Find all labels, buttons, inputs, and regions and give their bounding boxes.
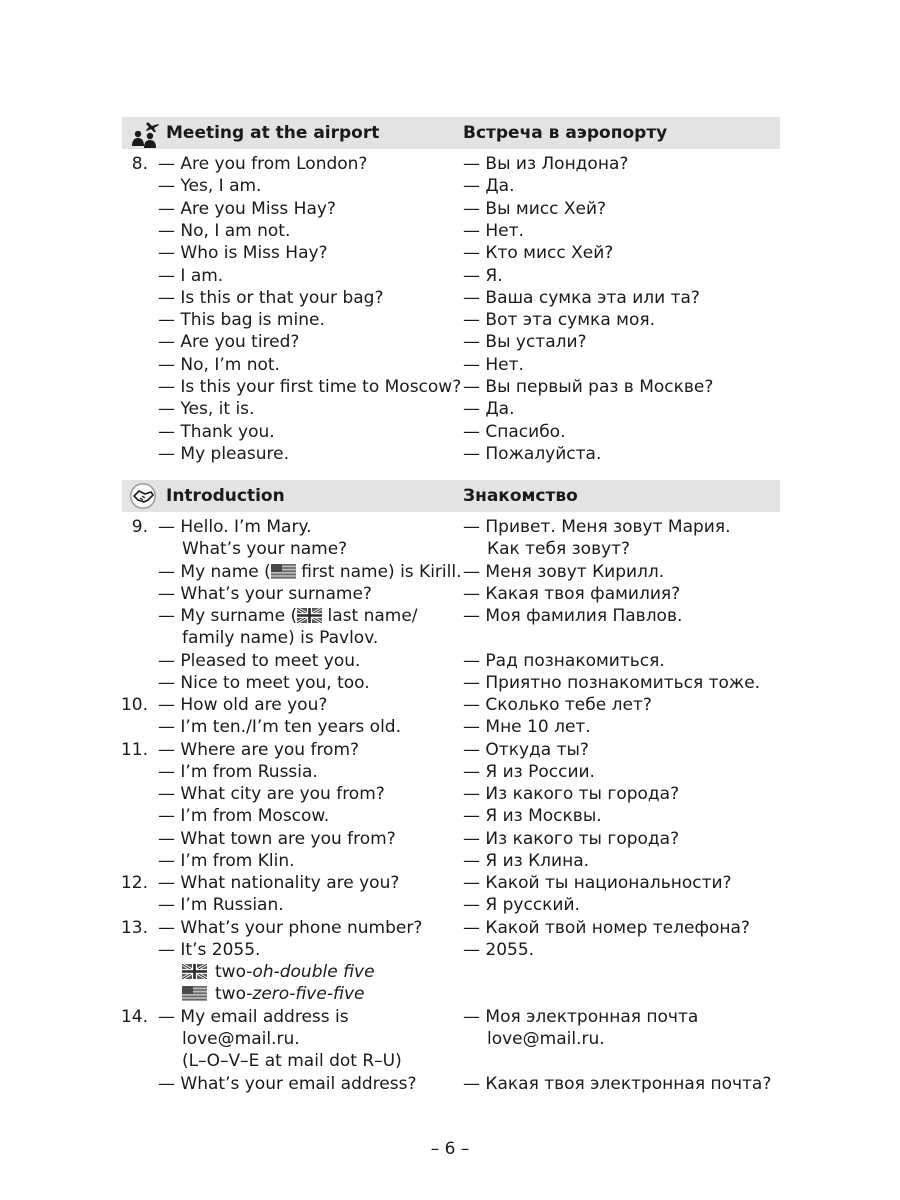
line-number: 12. <box>120 873 148 893</box>
dialogue-line <box>0 1028 900 1050</box>
english-text: — Where are you from? <box>158 740 360 760</box>
english-text: — What town are you from? <box>158 829 396 849</box>
line-number: 13. <box>120 918 148 938</box>
english-text: — I’m from Russia. <box>158 762 318 782</box>
russian-text: — Нет. <box>463 355 524 375</box>
russian-text: — Я русский. <box>463 895 580 915</box>
text-part-italic: zero-five-five <box>252 984 365 1004</box>
dialogue-line <box>0 650 900 672</box>
dialogue-line <box>0 605 900 627</box>
airport-people-icon <box>128 119 164 149</box>
dialogue-line <box>0 242 900 264</box>
english-text: — Who is Miss Hay? <box>158 243 328 263</box>
english-text: — Is this or that your bag? <box>158 288 384 308</box>
english-text: — My pleasure. <box>158 444 290 464</box>
uk-flag-icon <box>297 608 322 623</box>
dialogue-line <box>0 761 900 783</box>
dialogue-line <box>0 1073 900 1095</box>
dialogue-line <box>0 739 900 761</box>
dialogue-line <box>0 538 900 560</box>
dialogue-line <box>0 354 900 376</box>
dialogue-line <box>0 850 900 872</box>
page-number: – 6 – <box>430 1139 470 1159</box>
russian-text: — Какая твоя электронная почта? <box>463 1074 772 1094</box>
english-text: — Thank you. <box>158 422 275 442</box>
english-text: — It’s 2055. <box>158 940 261 960</box>
english-text: — Pleased to meet you. <box>158 651 361 671</box>
dialogue-line <box>0 331 900 353</box>
line-number: 10. <box>120 695 148 715</box>
line-number: 11. <box>120 740 148 760</box>
text-part: — My surname ( <box>158 606 298 626</box>
english-text: — I’m Russian. <box>158 895 284 915</box>
text-part: first name) is Kirill. <box>295 562 462 582</box>
russian-text: — Пожалуйста. <box>463 444 602 464</box>
english-text: — What nationality are you? <box>158 873 400 893</box>
dialogue-line <box>0 1006 900 1028</box>
section-title-en: Meeting at the airport <box>166 123 380 143</box>
dialogue-line <box>0 398 900 420</box>
us-flag-icon <box>271 564 296 579</box>
russian-text: — Вы мисс Хей? <box>463 199 607 219</box>
us-flag-icon <box>182 986 207 1001</box>
dialogue-line <box>0 894 900 916</box>
english-text: — I am. <box>158 266 224 286</box>
uk-flag-icon <box>182 964 207 979</box>
english-text: — What city are you from? <box>158 784 385 804</box>
russian-text: — Ваша сумка эта или та? <box>463 288 700 308</box>
dialogue-line <box>0 716 900 738</box>
english-text: — No, I’m not. <box>158 355 280 375</box>
english-text <box>182 961 375 983</box>
english-text <box>158 605 418 627</box>
dialogue-line <box>0 309 900 331</box>
russian-text: — Рад познакомиться. <box>463 651 665 671</box>
russian-text: — Меня зовут Кирилл. <box>463 562 665 582</box>
english-text: — How old are you? <box>158 695 328 715</box>
dialogue-line <box>0 516 900 538</box>
line-number: 8. <box>131 154 148 174</box>
text-part-italic: oh-double five <box>252 962 375 982</box>
english-text: — Yes, I am. <box>158 176 262 196</box>
dialogue-line <box>0 917 900 939</box>
english-text <box>182 983 364 1005</box>
english-text: love@mail.ru. <box>182 1029 300 1049</box>
pronunciation-uk <box>0 961 900 983</box>
english-text: — No, I am not. <box>158 221 291 241</box>
handshake-icon <box>126 481 162 511</box>
english-text: What’s your name? <box>182 539 348 559</box>
dialogue-line <box>0 1050 900 1072</box>
russian-text: — Кто мисс Хей? <box>463 243 614 263</box>
dialogue-line <box>0 561 900 583</box>
english-text: — Nice to meet you, too. <box>158 673 370 693</box>
russian-text: — Я из России. <box>463 762 595 782</box>
russian-text: — Мне 10 лет. <box>463 717 591 737</box>
dialogue-line <box>0 175 900 197</box>
russian-text: — Из какого ты города? <box>463 829 680 849</box>
section-title-ru: Встреча в аэропорту <box>463 123 668 143</box>
russian-text: — Вы из Лондона? <box>463 154 629 174</box>
text-part: two- <box>215 962 253 982</box>
english-text: — What’s your phone number? <box>158 918 423 938</box>
russian-text: — Моя электронная почта <box>463 1007 699 1027</box>
dialogue-line <box>0 376 900 398</box>
section-title-en: Introduction <box>166 486 285 506</box>
russian-text: — Вот эта сумка моя. <box>463 310 656 330</box>
section-header-introduction <box>122 480 780 512</box>
russian-text: — Приятно познакомиться тоже. <box>463 673 761 693</box>
russian-text: love@mail.ru. <box>487 1029 605 1049</box>
english-text <box>158 561 462 583</box>
dialogue-line <box>0 287 900 309</box>
russian-text: — Спасибо. <box>463 422 566 442</box>
russian-text: Как тебя зовут? <box>487 539 631 559</box>
dialogue-line <box>0 672 900 694</box>
dialogue-line <box>0 627 900 649</box>
text-part: — My name ( <box>158 562 271 582</box>
pronunciation-us <box>0 983 900 1005</box>
russian-text: — Привет. Меня зовут Мария. <box>463 517 731 537</box>
dialogue-line <box>0 198 900 220</box>
russian-text: — Вы первый раз в Москве? <box>463 377 714 397</box>
english-text: — My email address is <box>158 1007 349 1027</box>
english-text: — I’m from Moscow. <box>158 806 330 826</box>
russian-text: — Вы устали? <box>463 332 587 352</box>
russian-text: — Моя фамилия Павлов. <box>463 606 683 626</box>
english-text: — I’m from Klin. <box>158 851 295 871</box>
dialogue-line <box>0 153 900 175</box>
dialogue-line <box>0 805 900 827</box>
english-text: — Are you tired? <box>158 332 300 352</box>
dialogue-line <box>0 421 900 443</box>
english-text: — Is this your first time to Moscow? <box>158 377 462 397</box>
text-part: last name/ <box>322 606 418 626</box>
section-title-ru: Знакомство <box>463 486 578 506</box>
line-number: 9. <box>131 517 148 537</box>
russian-text: — Какая твоя фамилия? <box>463 584 681 604</box>
english-text: — Yes, it is. <box>158 399 255 419</box>
english-text: — I’m ten./I’m ten years old. <box>158 717 402 737</box>
dialogue-line <box>0 828 900 850</box>
dialogue-line <box>0 872 900 894</box>
russian-text: — Какой твой номер телефона? <box>463 918 750 938</box>
russian-text: — Я. <box>463 266 503 286</box>
dialogue-line <box>0 694 900 716</box>
text-part: two- <box>215 984 253 1004</box>
english-text: family name) is Pavlov. <box>182 628 379 648</box>
english-text: — Hello. I’m Mary. <box>158 517 312 537</box>
russian-text: — Да. <box>463 399 515 419</box>
russian-text: — Я из Москвы. <box>463 806 602 826</box>
russian-text: — 2055. <box>463 940 535 960</box>
russian-text: — Какой ты национальности? <box>463 873 732 893</box>
dialogue-line <box>0 220 900 242</box>
russian-text: — Откуда ты? <box>463 740 589 760</box>
russian-text: — Из какого ты города? <box>463 784 680 804</box>
english-text: — What’s your email address? <box>158 1074 417 1094</box>
russian-text: — Да. <box>463 176 515 196</box>
russian-text: — Сколько тебе лет? <box>463 695 652 715</box>
russian-text: — Я из Клина. <box>463 851 590 871</box>
english-text: — This bag is mine. <box>158 310 325 330</box>
dialogue-line <box>0 583 900 605</box>
english-text: — Are you Miss Hay? <box>158 199 336 219</box>
dialogue-line <box>0 783 900 805</box>
section-header-airport <box>122 117 780 149</box>
english-text: — What’s your surname? <box>158 584 372 604</box>
line-number: 14. <box>120 1007 148 1027</box>
russian-text: — Нет. <box>463 221 524 241</box>
english-text: — Are you from London? <box>158 154 368 174</box>
dialogue-line <box>0 939 900 961</box>
dialogue-line <box>0 443 900 465</box>
dialogue-line <box>0 265 900 287</box>
english-text: (L–O–V–E at mail dot R–U) <box>182 1051 402 1071</box>
